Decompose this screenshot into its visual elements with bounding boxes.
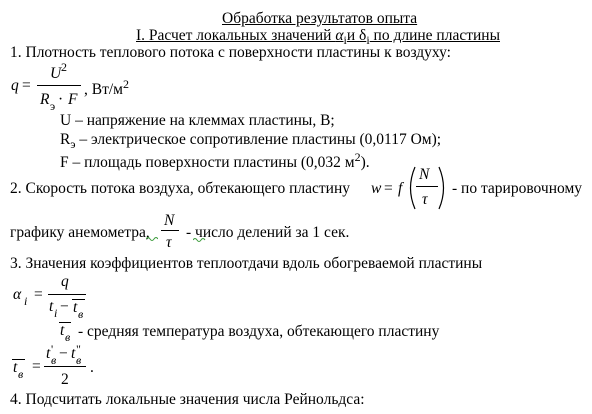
avg-num1-sub: в	[51, 353, 57, 367]
item2-text-b: - по тарировочному	[452, 180, 583, 197]
alpha-subscript: i	[343, 33, 347, 48]
avg-num1: t	[46, 345, 51, 362]
alpha-lhs: α	[13, 286, 22, 303]
def-F	[60, 151, 370, 171]
denominator-F: F	[68, 91, 78, 108]
fraction-bar	[37, 85, 81, 86]
denominator-R: R	[40, 91, 50, 108]
denominator-R-sub: э	[50, 99, 56, 113]
equals-sign: =	[22, 77, 31, 94]
def-R-text: – электрическое сопротивление пластины (0,0117 Ом);	[75, 131, 442, 148]
delta-symbol: δ	[359, 27, 367, 44]
avg-num2: t	[71, 345, 76, 362]
def-t: t	[60, 322, 65, 339]
den-minus: −	[60, 298, 69, 315]
w-symbol: w	[371, 180, 382, 197]
den-t: t	[49, 298, 54, 315]
tau-denominator: τ	[422, 191, 428, 208]
avg-t-sub: в	[18, 367, 24, 381]
den-t-sub: i	[54, 306, 58, 320]
left-paren-icon	[405, 166, 417, 210]
subtitle-prefix: I. Расчет локальных значений	[136, 27, 336, 44]
def-U: U – напряжение на клеммах пластины, В;	[60, 112, 335, 129]
avg-fraction-bar	[44, 366, 86, 367]
item4-heading: 4. Подсчитать локальные значения числа Рейнольдса:	[10, 391, 365, 408]
alpha-fraction-bar	[48, 294, 86, 295]
N-tau-bar	[416, 186, 438, 187]
denominator-dot: ·	[58, 91, 64, 108]
avg-denominator: 2	[61, 371, 69, 388]
subtitle-mid: и	[346, 27, 360, 44]
right-paren-icon	[437, 166, 449, 210]
N-tau-small-bar	[161, 230, 179, 231]
avg-equals: =	[32, 358, 41, 375]
avg-num2-sub: в	[76, 353, 82, 367]
item1-heading: 1. Плотность теплового потока с поверхности пластины к воздуху:	[10, 44, 451, 61]
avg-minus: −	[59, 345, 68, 362]
page-title: Обработка результатов опыта	[222, 10, 418, 27]
delta-subscript: i	[366, 33, 370, 48]
item2-text-c: графику анемометра,	[10, 224, 150, 241]
def-R	[60, 132, 441, 150]
item3-heading: 3. Значения коэффициентов теплоотдачи вдоль обогреваемой пластины	[10, 255, 483, 272]
green-squiggle-1	[146, 236, 158, 241]
units	[84, 78, 129, 98]
den-tb: t	[73, 299, 78, 316]
units-exponent: 2	[122, 77, 129, 91]
item2-text-a: 2. Скорость потока воздуха, обтекающего пластину	[10, 180, 351, 197]
f-symbol: f	[398, 180, 403, 197]
def-t-text: - средняя температура воздуха, обтекающего пластину	[78, 323, 440, 340]
alpha-symbol: α	[335, 27, 344, 44]
subtitle-suffix: по длине пластины	[369, 27, 500, 44]
numerator-U: U	[50, 65, 62, 82]
q-symbol: q	[11, 77, 19, 94]
def-F-text: F – площадь поверхности пластины (0,032 м	[60, 154, 355, 172]
def-F-exp: 2	[354, 150, 361, 164]
units-text: , Вт/м	[84, 81, 123, 99]
N-numerator: N	[419, 166, 430, 183]
alpha-equals: =	[34, 286, 43, 303]
N-small: N	[164, 212, 175, 229]
def-t-sub: в	[65, 330, 71, 344]
numerator-exponent: 2	[61, 60, 67, 74]
w-equals: =	[384, 180, 393, 197]
item2-text-d: - число делений за 1 сек.	[186, 224, 350, 241]
avg-num2-sup: "	[76, 342, 81, 356]
alpha-numerator: q	[61, 273, 69, 290]
def-F-end: ).	[360, 154, 370, 172]
avg-num1-sup: '	[51, 342, 54, 356]
def-R-symbol: R	[60, 131, 71, 148]
tau-small: τ	[166, 234, 172, 251]
avg-period: .	[90, 359, 94, 376]
avg-t: t	[13, 359, 18, 376]
den-tb-sub: в	[78, 307, 84, 321]
alpha-lhs-sub: i	[24, 294, 28, 308]
def-R-sub: э	[70, 137, 76, 152]
